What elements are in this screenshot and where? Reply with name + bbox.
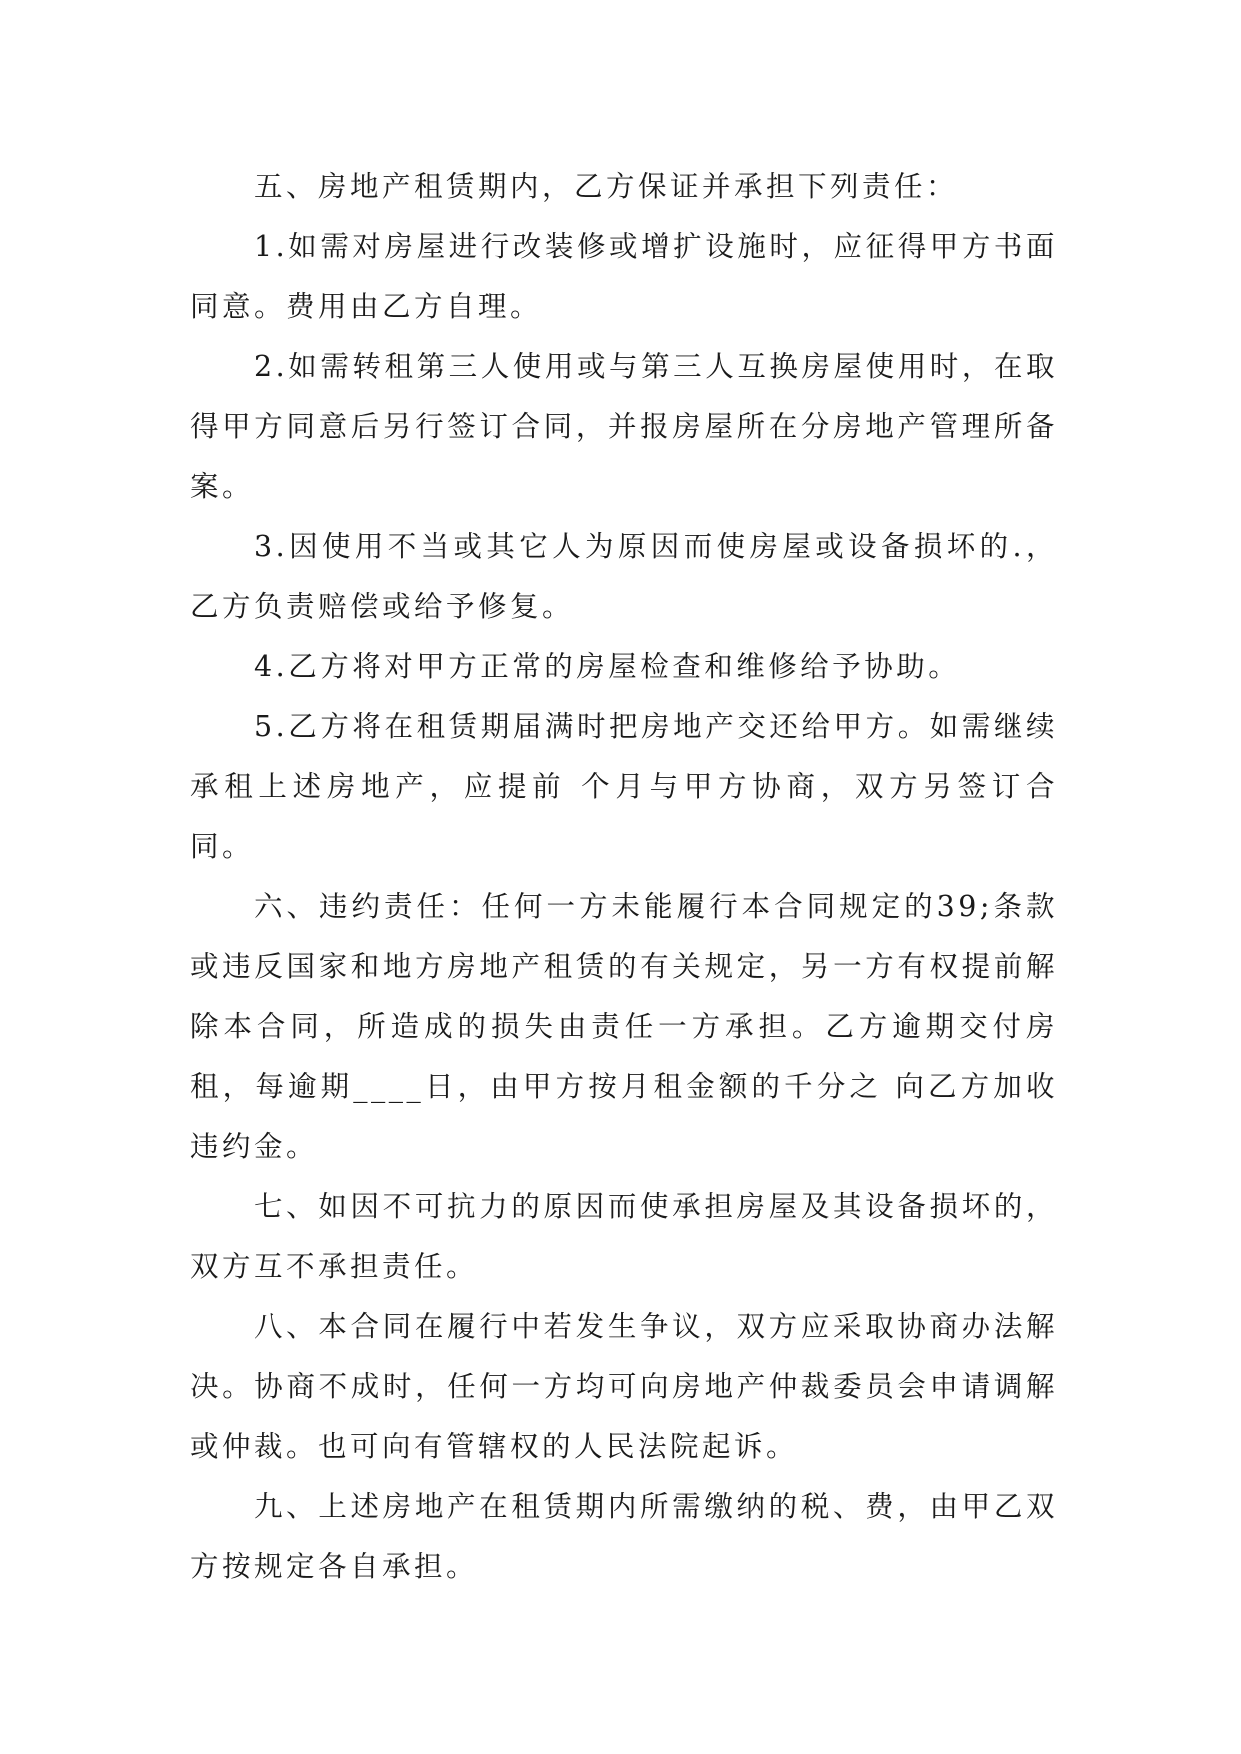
clause-8-dispute-resolution: 八、本合同在履行中若发生争议，双方应采取协商办法解决。协商不成时，任何一方均可向房地产仲裁委员会申请调解或仲裁。也可向有管辖权的人民法院起诉。: [190, 1310, 1058, 1463]
clause-6-breach-liability: 六、违约责任：任何一方未能履行本合同规定的39;条款或违反国家和地方房地产租赁的有关规定，另一方有权提前解除本合同，所造成的损失由责任一方承担。乙方逾期交付房租，每逾期____日，由甲方按月租金额的千分之 向乙方加收违约金。: [190, 890, 1058, 1163]
clause-5-item-4: 4.乙方将对甲方正常的房屋检查和维修给予协助。: [254, 650, 961, 683]
clause-9-taxes-fees: 九、上述房地产在租赁期内所需缴纳的税、费，由甲乙双方按规定各自承担。: [190, 1490, 1058, 1583]
clause-5-item-3: 3.因使用不当或其它人为原因而使房屋或设备损坏的.，乙方负责赔偿或给予修复。: [190, 530, 1058, 623]
clause-5-item-1: 1.如需对房屋进行改装修或增扩设施时，应征得甲方书面同意。费用由乙方自理。: [190, 230, 1058, 323]
clause-5-item-2: 2.如需转租第三人使用或与第三人互换房屋使用时，在取得甲方同意后另行签订合同，并报房屋所在分房地产管理所备案。: [190, 350, 1058, 503]
document-body: [190, 157, 1058, 1597]
clause-7-force-majeure: 七、如因不可抗力的原因而使承担房屋及其设备损坏的，双方互不承担责任。: [190, 1190, 1058, 1283]
clause-5-item-5: 5.乙方将在租赁期届满时把房地产交还给甲方。如需继续承租上述房地产，应提前 个月与甲方协商，双方另签订合同。: [190, 710, 1058, 863]
clause-5-heading: 五、房地产租赁期内，乙方保证并承担下列责任：: [254, 170, 959, 203]
